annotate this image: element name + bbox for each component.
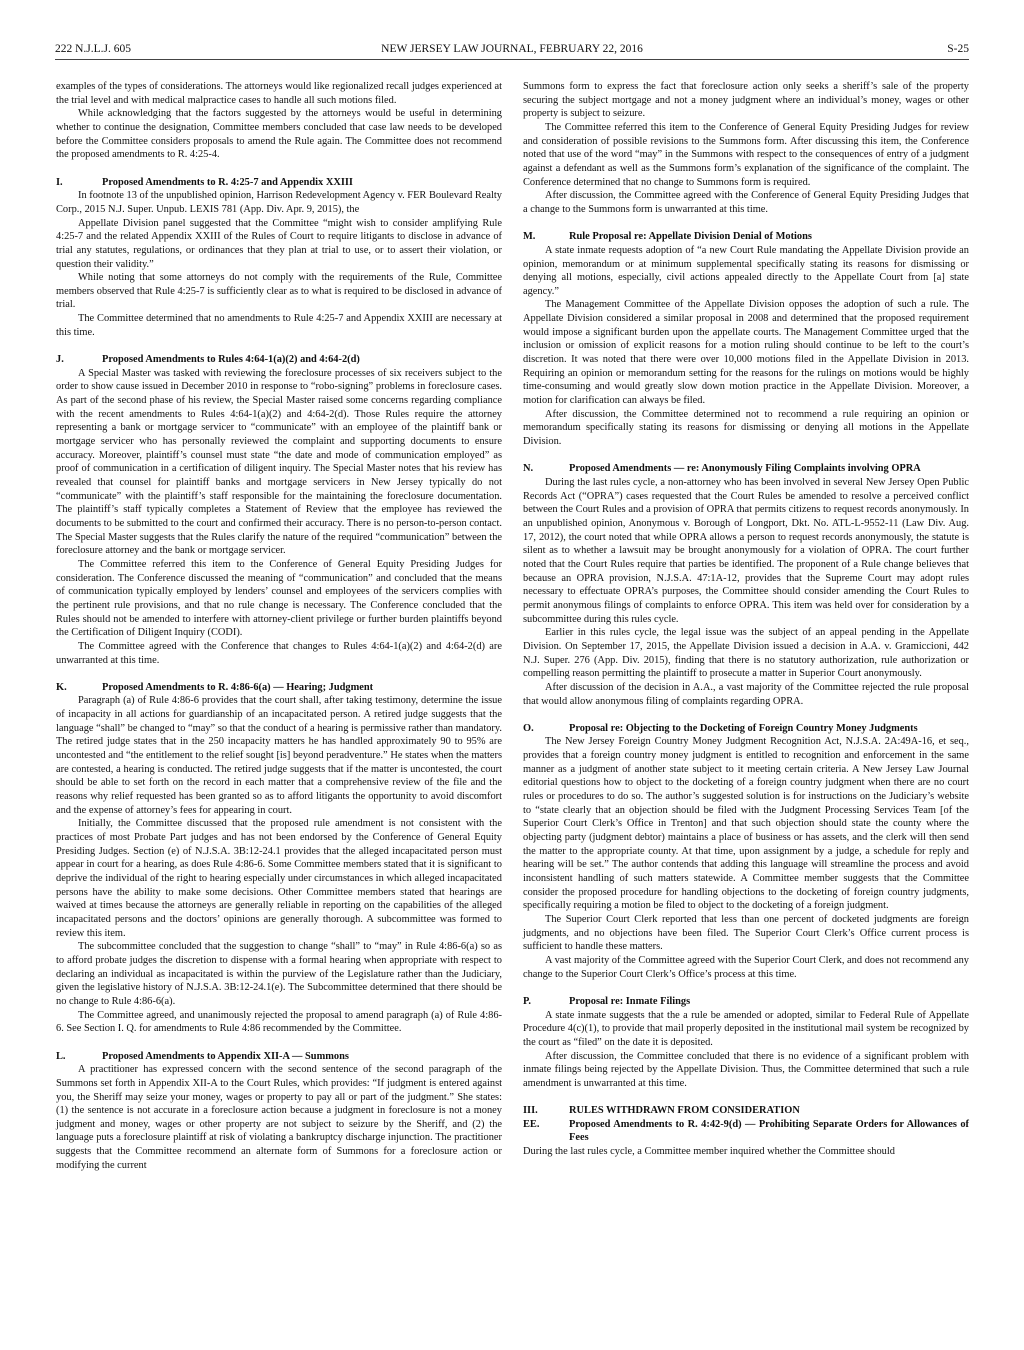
- section-heading-l: [56, 1050, 502, 1064]
- paragraph: In footnote 13 of the unpublished opinion, Harrison Redevelopment Agency v. FER Boulevard Realty Corp., 2015 N.J. Super. Unpub. LEXIS 781 (App. Div. Apr. 9, 2015), the: [56, 190, 502, 215]
- section-title: Proposed Amendments to Appendix XII-A — Summons: [102, 1050, 349, 1062]
- section-heading-m: [523, 230, 969, 244]
- section-heading-ee: [523, 1118, 969, 1145]
- header-citation: 222 N.J.L.J. 605: [55, 43, 132, 55]
- section-title: Proposed Amendments to R. 4:42-9(d) — Prohibiting Separate Orders for Allowances of Fees: [569, 1118, 969, 1144]
- section-heading-p: [523, 995, 969, 1009]
- section-heading-o: [523, 722, 969, 736]
- section-title: Rule Proposal re: Appellate Division Denial of Motions: [569, 231, 812, 243]
- part-heading-iii: [523, 1104, 969, 1118]
- paragraph: The New Jersey Foreign Country Money Judgment Recognition Act, N.J.S.A. 2A:49A-16, et seq., provides that a foreign country money judgment is entitled to recognition and enforcement in the same manner as a judgment of another state subject to it meeting certain criteria. A New Jersey Law Journal editorial questions how to object to the docketing of a foreign country judgment when there are no court rules or procedures to do so. The author’s suggested solution is for instructions on the Judiciary’s website to “state clearly that an objection should be filed with the Judgment Processing Services Team [of the Superior Court Clerk’s Office in Trenton] and that such objection should state the county where the objecting party (judgment debtor) maintains a place of business or has assets, and the clerk will then send the matter to the appropriate county. At that time, upon assignment by a judge, a schedule for reply and hearing will be set.” The author contends that adding this language will streamline the process and avoid inconsistent handling of such matters statewide. A Committee member suggests that the Committee consider the proposed procedure for handling objections to the docketing of foreign country judgments, specifically requiring a motion be filed to object to the docketing of a foreign judgment.: [523, 736, 969, 912]
- header-publication: NEW JERSEY LAW JOURNAL, FEBRUARY 22, 2016: [381, 43, 643, 55]
- section-number: L.: [56, 1050, 66, 1062]
- section-number: M.: [523, 231, 536, 243]
- header-page-number: S-25: [947, 43, 969, 55]
- paragraph: Appellate Division panel suggested that the Committee “might wish to consider amplifying Rule 4:25-7 and the related Appendix XXIII of the Rules of Court to require litigants to disclose in advance of trial any statutes, regulations, or ordinances that they plan at trial to use, or to assert their violation, or question their validity.”: [56, 217, 502, 270]
- paragraph: A vast majority of the Committee agreed with the Superior Court Clerk, and does not recommend any change to the Superior Court Clerk’s Office’s process at this time.: [523, 954, 969, 980]
- section-number: III.: [523, 1105, 538, 1117]
- section-title: Proposed Amendments to R. 4:25-7 and Appendix XXIII: [102, 176, 353, 188]
- paragraph: The Committee agreed, and unanimously rejected the proposal to amend paragraph (a) of Rule 4:86-6. See Section I. Q. for amendments to Rule 4:86 recommended by the Committee.: [56, 1009, 502, 1035]
- paragraph: After discussion of the decision in A.A., a vast majority of the Committee rejected the rule proposal that would allow anonymous filing of complaints regarding OPRA.: [523, 681, 969, 707]
- paragraph: The Committee referred this item to the Conference of General Equity Presiding Judges for review and consideration of possible revisions to the Summons form. After discussing this item, the Conference noted that use of the word “may” in the Summons with respect to the consequences of entry of a judgment against a defendant as well as the Summons form’s explanation of the significance of the complaint. The Conference determined that no change to Summons form is required.: [523, 121, 969, 188]
- section-title: Proposed Amendments to R. 4:86-6(a) — Hearing; Judgment: [102, 681, 374, 693]
- paragraph: The subcommittee concluded that the suggestion to change “shall” to “may” in Rule 4:86-6(a) so as to afford probate judges the discretion to dispense with a formal hearing when appropriate with respect to declaring an individual as incapacitated is within the purview of the Legislature rather than the Judiciary, given the legislative history of N.J.S.A. 3B:12-24.1(e). The Subcommittee determined that there should be no change to Rule 4:86-6(a).: [56, 941, 502, 1007]
- paragraph: The Committee referred this item to the Conference of General Equity Presiding Judges for consideration. The Conference discussed the meaning of “communication” and concluded that the means of communication typically employed by lenders’ counsel and employees of the servicers complies with the pertinent rule provisions, and that no rule change is necessary. The Conference concluded that the Rules should not be amended to interfere with attorney-client privilege or further burden plaintiffs beyond the Certification of Diligent Inquiry (CODI).: [56, 558, 502, 639]
- paragraph: The Committee agreed with the Conference that changes to Rules 4:64-1(a)(2) and 4:64-2(d) are unwarranted at this time.: [56, 640, 502, 666]
- section-title: Proposal re: Inmate Filings: [569, 995, 691, 1007]
- paragraph: Initially, the Committee discussed that the proposed rule amendment is not consistent with the practices of most Probate Part judges and has not been endorsed by the Conference of General Equity Presiding Judges. Section (e) of N.J.S.A. 3B:12-24.1 provides that the alleged incapacitated person must appear in court for a hearing, as does Rule 4:86-6. Some Committee members stated that it is significant to deprive the individual of the right to hearing especially under circumstances in which alleged incapacitated persons have the ability to make some decisions. Other Committee members stated that hearings are waived at times because the attorneys are generally reliable in reporting on the capabilities of the alleged incapacitated persons and the doctors’ opinions are generally thorough. A subcommittee was formed to review this item.: [56, 818, 502, 939]
- paragraph: During the last rules cycle, a non-attorney who has been involved in several New Jersey Open Public Records Act (“OPRA”) cases requested that the Court Rules be amended to resolve a perceived conflict between the Court Rules and a provision of OPRA that permits citizens to request records anonymously. In an unpublished opinion, Anonymous v. Borough of Longport, Dkt. No. ATL-L-9552-11 (Law Div. Aug. 17, 2012), the court noted that while OPRA allows a person to request records anonymously, the statute is silent as to whether a lawsuit may be brought anonymously for a violation of OPRA. The court further noted that the Court Rules require that parties be identified. The proponent of a Rule change believes that because an OPRA provision, N.J.S.A. 47:1A-12, provides that the Supreme Court may adopt rules necessary to effectuate OPRA’s purposes, the Committee should consider amending the Court Rules to permit anonymous filings of complaints to enforce OPRA. This item was held over for consideration by a subcommittee during this rules cycle.: [523, 477, 969, 625]
- paragraph: A state inmate suggests that the a rule be amended or adopted, similar to Federal Rule of Appellate Procedure 4(c)(1), to provide that mail properly deposited in the institutional mail system be recognized by the court as “filed” on the date it is deposited.: [523, 1009, 969, 1048]
- section-number: N.: [523, 463, 534, 475]
- section-number: I.: [56, 176, 63, 188]
- header-rule: [55, 59, 969, 60]
- section-heading-i: [56, 176, 502, 190]
- section-title: Proposed Amendments to Rules 4:64-1(a)(2) and 4:64-2(d): [102, 354, 360, 366]
- section-number: J.: [56, 354, 64, 366]
- section-heading-k: [56, 681, 502, 695]
- paragraph: During the last rules cycle, a Committee member inquired whether the Committee should: [523, 1146, 895, 1158]
- paragraph: examples of the types of considerations. The attorneys would like regionalized recall judges experienced at the trial level and with medical malpractice cases to handle all such motions filed.: [56, 81, 502, 106]
- paragraph: After discussion, the Committee determined not to recommend a rule requiring an opinion or memorandum specifically stating its reasons for dismissing or denying all motions in the Appellate Division.: [523, 408, 969, 448]
- paragraph: A practitioner has expressed concern with the second sentence of the second paragraph of the Summons set forth in Appendix XII-A to the Court Rules, which provides: “If judgment is entered against you, the Sheriff may seize your money, wages or property to pay all or part of the judgment.” She states: (1) the sentence is not accurate in a foreclosure action because a judgment in foreclosure is not a money judgment and money, wages or other property are not subject to seizure by the Sheriff, and (2) the language puts a foreclosure plaintiff at risk of violating a bankruptcy discharge injunction. The practitioner suggests that the Committee recommend an alternate form of Summons for a foreclosure action or modifying the current: [56, 1064, 502, 1171]
- right-column: [523, 80, 969, 1159]
- section-number: EE.: [523, 1118, 540, 1130]
- section-title: Proposal re: Objecting to the Docketing of Foreign Country Money Judgments: [569, 722, 918, 734]
- section-number: O.: [523, 722, 534, 734]
- paragraph: While acknowledging that the factors suggested by the attorneys would be useful in determining whether to continue the designation, Committee members concluded that case law needs to be developed before the Committee considers proposals to amend the Rule again. The Committee does not recommend the proposed amendments to R. 4:25-4.: [56, 108, 502, 161]
- paragraph: A state inmate requests adoption of “a new Court Rule mandating the Appellate Division provide an opinion, memorandum or at minimum supplemental specifically stating its reasons for dismissing or denying all motions, especially, civil actions appealed directly to the Appellate Court from [a] state agency.”: [523, 244, 969, 297]
- section-title: RULES WITHDRAWN FROM CONSIDERATION: [569, 1105, 800, 1117]
- section-title: Proposed Amendments — re: Anonymously Filing Complaints involving OPRA: [569, 463, 921, 475]
- paragraph: The Management Committee of the Appellate Division opposes the adoption of such a rule. The Appellate Division considered a similar proposal in 2008 and determined that the proposed requirement would impose a significant burden upon the appellate courts. The Management Committee urged that the inclusion or omission of explicit reasons for a motion ruling should continue to be left to the court’s discretion. It was noted that there were over 10,000 motions filed in the Appellate Division in 2013. Requiring an opinion or memorandum setting for the reasons for the rulings on motions would be highly time-consuming and would greatly slow down motion practice in the Appellate Division. Moreover, a motion for clarification can always be filed.: [523, 299, 969, 407]
- paragraph: Summons form to express the fact that foreclosure action only seeks a sheriff’s sale of the property securing the subject mortgage and not a money judgment where an individual’s money, wages or other property is subject to seizure.: [523, 81, 969, 120]
- paragraph: The Committee determined that no amendments to Rule 4:25-7 and Appendix XXIII are necessary at this time.: [56, 313, 502, 338]
- paragraph: The Superior Court Clerk reported that less than one percent of docketed judgments are foreign judgments, and no objections have been filed. The Superior Court Clerk’s Office current process is sufficient to handle these matters.: [523, 913, 969, 953]
- paragraph: A Special Master was tasked with reviewing the foreclosure processes of six receivers subject to the order to show cause issued in December 2010 in response to “robo-signing” problems in foreclosure cases. As part of the second phase of his review, the Special Master raised some concerns regarding compliance with the recent amendments to Rules 4:64-1(a)(2) and 4:64-2(d). Those Rules require the attorney representing a bank or mortgage servicer to “communicate” with an employee of the plaintiff bank or mortgage servicer who has personally reviewed the complaint and supporting documents to ensure accuracy. Moreover, plaintiff’s counsel must state “the date and mode of communication employed” as proof of communication in a certification of diligent inquiry. The Special Master notes that his review has revealed that counsel for plaintiff banks and mortgage servicers in New Jersey typically do not “communicate” with the plaintiff’s staff responsible for the maintaining the foreclosure documentation. The plaintiff’s staff typically completes a Statement of Review that the employee has reviewed the documents to be submitted to the court and confirmed their accuracy. There is no person-to-person contact. The Special Master suggests that the Rules clarify the nature of the required “communication” between the foreclosure attorney and the bank or mortgage servicer.: [56, 367, 502, 557]
- section-heading-j: [56, 353, 502, 367]
- paragraph: After discussion, the Committee concluded that there is no evidence of a significant problem with inmate filings being rejected by the Appellate Division. Thus, the Committee determined that such a rule amendment is unwarranted at this time.: [523, 1050, 969, 1089]
- paragraph: Paragraph (a) of Rule 4:86-6 provides that the court shall, after taking testimony, determine the issue of incapacity in all actions for guardianship of an incapacitated person. A retired judge suggests that the language “shall” be changed to “may” so that the conduct of a hearing is permissive rather than mandatory. The retired judge states that in the 250 incapacity matters he has handled approximately 90 to 95% are uncontested and “the entitlement to the relief sought [is] beyond peradventure.” He states when the matters are contested, a hearing is conducted. The retired judge suggests that if the matter is uncontested, the court should be able to set forth on the record in each matter that a comprehensive review of the file and the reasons why relief requested has been granted so as to afford litigants the opportunity to avoid discomfort and the expense of attorney’s fees for appearing in court.: [56, 695, 502, 816]
- paragraph: Earlier in this rules cycle, the legal issue was the subject of an appeal pending in the Appellate Division. On September 17, 2015, the Appellate Division issued a decision in A.A. v. Gramiccioni, 442 N.J. Super. 276 (App. Div. 2015), finding that there is no statutory authorization, rule authorization or compelling reason permitting the plaintiff to prosecute a matter in Superior Court anonymously.: [523, 627, 969, 680]
- paragraph: After discussion, the Committee agreed with the Conference of General Equity Presiding Judges that a change to the Summons form is unwarranted at this time.: [523, 190, 969, 215]
- page-header: [55, 42, 969, 56]
- section-number: P.: [523, 995, 531, 1007]
- section-number: K.: [56, 681, 67, 693]
- paragraph: While noting that some attorneys do not comply with the requirements of the Rule, Committee members observed that Rule 4:25-7 is sufficiently clear as to what is required to be disclosed in advance of trial.: [56, 272, 502, 311]
- section-heading-n: [523, 462, 969, 476]
- left-column: [56, 80, 502, 1172]
